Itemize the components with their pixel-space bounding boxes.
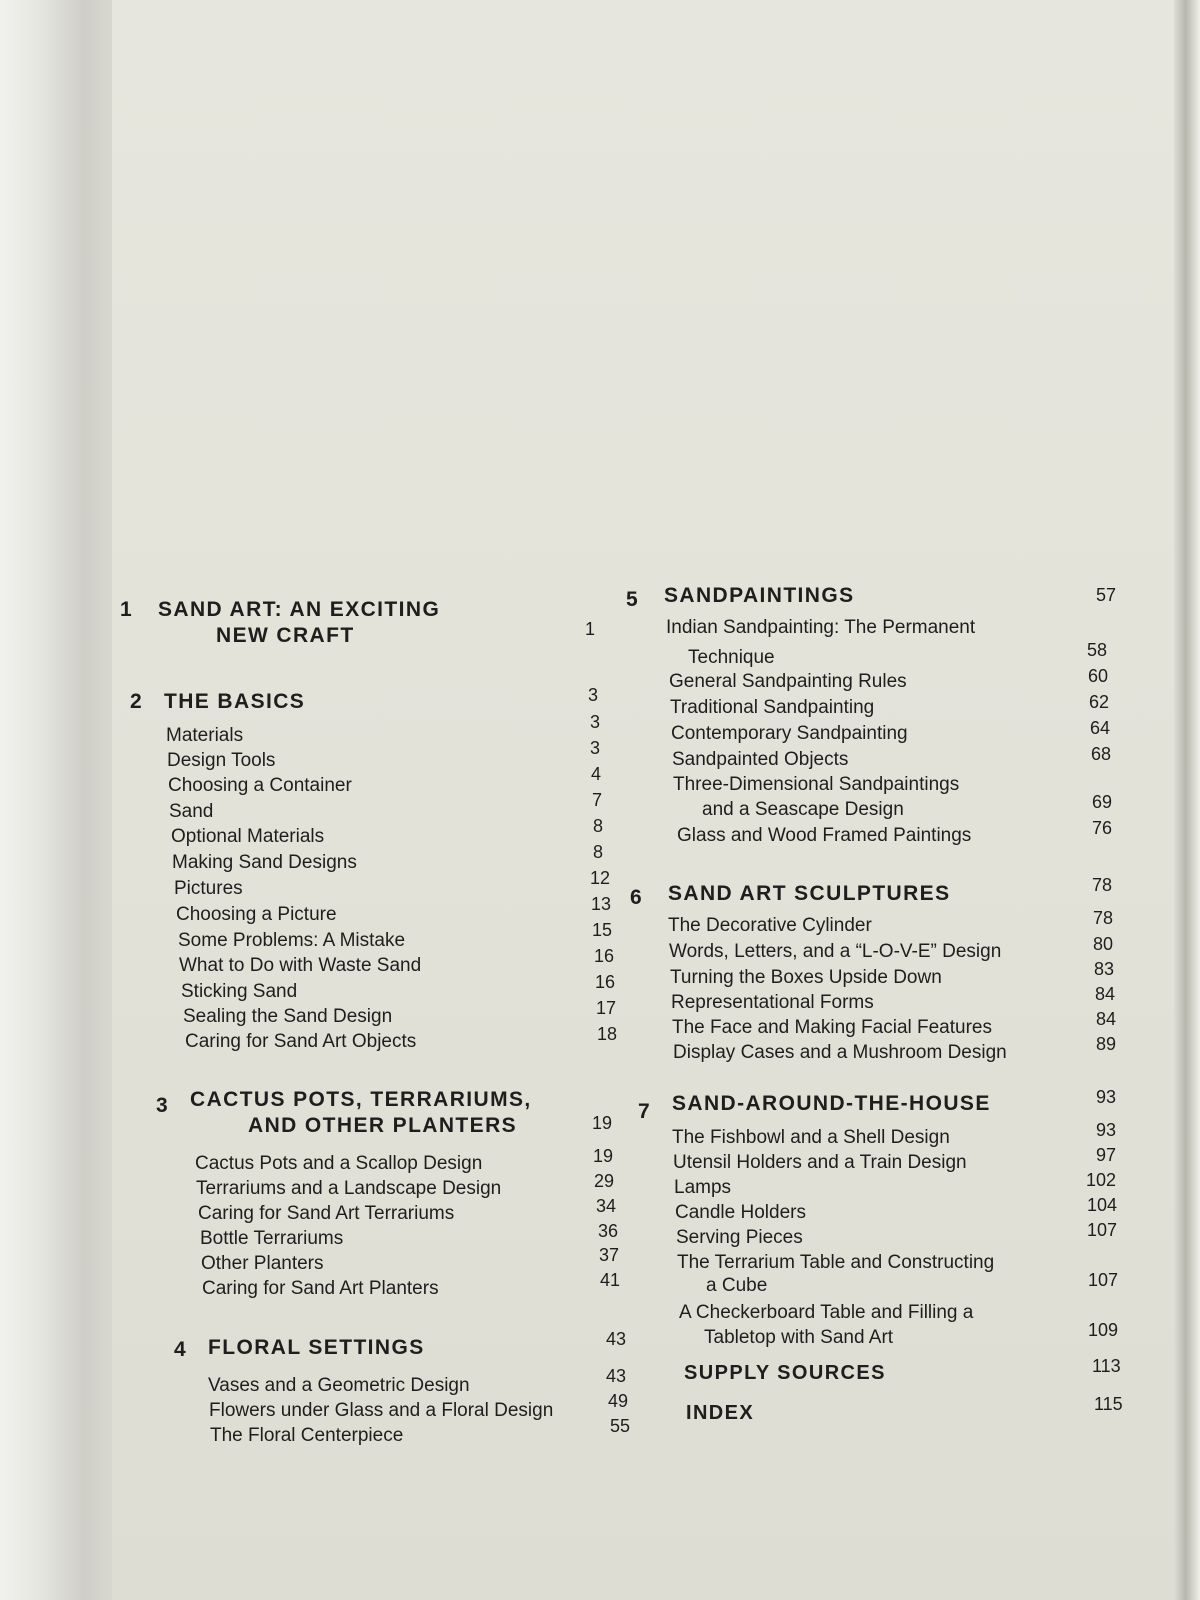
entry-title: Cactus Pots and a Scallop Design (195, 1153, 483, 1174)
entry-page-number: 13 (591, 894, 612, 914)
entry-title: The Face and Making Facial Features (672, 1017, 992, 1038)
chapter-title: THE BASICS (164, 690, 306, 713)
entry-title: Turning the Boxes Upside Down (670, 967, 942, 988)
entry-title: Words, Letters, and a “L-O-V-E” Design (669, 941, 1002, 962)
entry-title: Traditional Sandpainting (670, 697, 875, 718)
entry-page-number: 43 (606, 1366, 627, 1386)
entry-page-number: 36 (598, 1221, 619, 1241)
chapter-title: CACTUS POTS, TERRARIUMS, (190, 1088, 532, 1111)
entry-page-number: 37 (599, 1245, 620, 1265)
back-matter-title: INDEX (686, 1402, 755, 1424)
entry-page-number: 8 (593, 842, 604, 862)
entry-page-number: 64 (1090, 718, 1111, 738)
entry-page-number: 68 (1091, 744, 1112, 764)
chapter-page-number: 43 (606, 1329, 627, 1349)
entry-page-number: 58 (1087, 640, 1108, 660)
entry-title: Representational Forms (671, 992, 874, 1013)
chapter-page-number: 19 (592, 1113, 613, 1133)
chapter-title: SAND ART SCULPTURES (668, 882, 951, 905)
entry-page-number: 104 (1087, 1195, 1118, 1215)
back-matter-page-number: 115 (1094, 1394, 1123, 1414)
entry-title: The Floral Centerpiece (210, 1425, 404, 1446)
entry-page-number: 93 (1096, 1120, 1117, 1140)
entry-title: Materials (166, 725, 244, 746)
entry-title: Some Problems: A Mistake (178, 930, 406, 951)
entry-page-number: 84 (1095, 984, 1116, 1004)
left-page-edge (0, 0, 112, 1600)
entry-title: Making Sand Designs (172, 852, 357, 873)
chapter-page-number: 1 (585, 619, 596, 639)
chapter-number: 7 (638, 1100, 652, 1123)
entry-title: Caring for Sand Art Terrariums (198, 1203, 455, 1224)
entry-page-number: 76 (1092, 818, 1113, 838)
entry-page-number: 89 (1096, 1034, 1117, 1054)
chapter-title: SANDPAINTINGS (664, 584, 855, 607)
chapter-number: 3 (156, 1094, 170, 1117)
entry-title: Three-Dimensional Sandpaintings (673, 774, 960, 795)
entry-title: Glass and Wood Framed Paintings (677, 825, 972, 846)
entry-title: Candle Holders (675, 1202, 806, 1223)
entry-title: The Fishbowl and a Shell Design (672, 1127, 950, 1148)
back-matter-title: SUPPLY SOURCES (684, 1362, 886, 1384)
entry-page-number: 3 (590, 712, 601, 732)
entry-page-number: 41 (600, 1270, 621, 1290)
entry-page-number: 29 (594, 1171, 615, 1191)
entry-page-number: 17 (596, 998, 617, 1018)
entry-title: General Sandpainting Rules (669, 671, 907, 692)
entry-page-number: 16 (595, 972, 616, 992)
entry-title: Caring for Sand Art Objects (185, 1031, 417, 1052)
entry-title: Pictures (174, 878, 243, 899)
entry-page-number: 69 (1092, 792, 1113, 812)
entry-page-number: 4 (591, 764, 602, 784)
entry-title: Other Planters (201, 1253, 324, 1274)
entry-title: Display Cases and a Mushroom Design (673, 1042, 1007, 1063)
entry-title: A Checkerboard Table and Filling a (679, 1302, 974, 1323)
entry-page-number: 8 (593, 816, 604, 836)
entry-title: Utensil Holders and a Train Design (673, 1152, 967, 1173)
entry-page-number: 49 (608, 1391, 629, 1411)
entry-title: Sticking Sand (181, 981, 298, 1002)
chapter-page-number: 57 (1096, 585, 1117, 605)
entry-title: Bottle Terrariums (200, 1228, 344, 1249)
entry-page-number: 60 (1088, 666, 1109, 686)
entry-page-number: 84 (1096, 1009, 1117, 1029)
chapter-title: FLORAL SETTINGS (208, 1336, 425, 1359)
entry-page-number: 7 (592, 790, 603, 810)
entry-title: Sand (169, 801, 214, 822)
chapter-number: 1 (120, 598, 134, 621)
entry-page-number: 83 (1094, 959, 1115, 979)
right-page-edge (1174, 0, 1200, 1600)
chapter-number: 5 (626, 588, 640, 611)
back-matter-page-number: 113 (1092, 1356, 1121, 1376)
entry-page-number: 102 (1086, 1170, 1117, 1190)
entry-page-number: 80 (1093, 934, 1114, 954)
chapter-number: 2 (130, 690, 144, 713)
chapter-number: 4 (174, 1338, 188, 1361)
entry-title: What to Do with Waste Sand (179, 955, 422, 976)
entry-page-number: 19 (593, 1146, 614, 1166)
chapter-title-line2: NEW CRAFT (216, 624, 355, 647)
entry-page-number: 15 (592, 920, 613, 940)
entry-page-number: 107 (1088, 1270, 1119, 1290)
entry-page-number: 55 (610, 1416, 631, 1436)
chapter-page-number: 78 (1092, 875, 1113, 895)
entry-page-number: 107 (1087, 1220, 1118, 1240)
entry-title: Sandpainted Objects (672, 749, 849, 770)
entry-title-line2: Tabletop with Sand Art (704, 1327, 894, 1348)
entry-title: Choosing a Container (168, 775, 352, 796)
entry-title: Caring for Sand Art Planters (202, 1278, 439, 1299)
entry-title: Design Tools (167, 750, 276, 771)
entry-page-number: 109 (1088, 1320, 1119, 1340)
entry-page-number: 12 (590, 868, 611, 888)
entry-title: Contemporary Sandpainting (671, 723, 908, 744)
entry-page-number: 16 (594, 946, 615, 966)
entry-title-line2: Technique (688, 647, 775, 668)
entry-page-number: 3 (590, 738, 601, 758)
entry-title: Sealing the Sand Design (183, 1006, 393, 1027)
entry-page-number: 34 (596, 1196, 617, 1216)
entry-title: Indian Sandpainting: The Permanent (666, 617, 976, 638)
chapter-title-line2: AND OTHER PLANTERS (248, 1114, 518, 1137)
entry-title: The Decorative Cylinder (668, 915, 872, 936)
entry-title-line2: and a Seascape Design (702, 799, 904, 820)
entry-page-number: 97 (1096, 1145, 1117, 1165)
entry-title: The Terrarium Table and Constructing (677, 1252, 995, 1273)
entry-title: Lamps (674, 1177, 732, 1198)
chapter-page-number: 3 (588, 685, 599, 705)
entry-title: Serving Pieces (676, 1227, 803, 1248)
chapter-number: 6 (630, 886, 644, 909)
entry-title: Vases and a Geometric Design (208, 1375, 470, 1396)
chapter-title: SAND ART: AN EXCITING (158, 598, 441, 621)
entry-title: Optional Materials (171, 826, 325, 847)
chapter-page-number: 93 (1096, 1087, 1117, 1107)
chapter-title: SAND-AROUND-THE-HOUSE (672, 1092, 991, 1115)
entry-title: Choosing a Picture (176, 904, 337, 925)
entry-page-number: 18 (597, 1024, 618, 1044)
entry-title: Flowers under Glass and a Floral Design (209, 1400, 554, 1421)
entry-page-number: 62 (1089, 692, 1110, 712)
entry-title-line2: a Cube (706, 1275, 768, 1296)
entry-page-number: 78 (1093, 908, 1114, 928)
entry-title: Terrariums and a Landscape Design (196, 1178, 502, 1199)
